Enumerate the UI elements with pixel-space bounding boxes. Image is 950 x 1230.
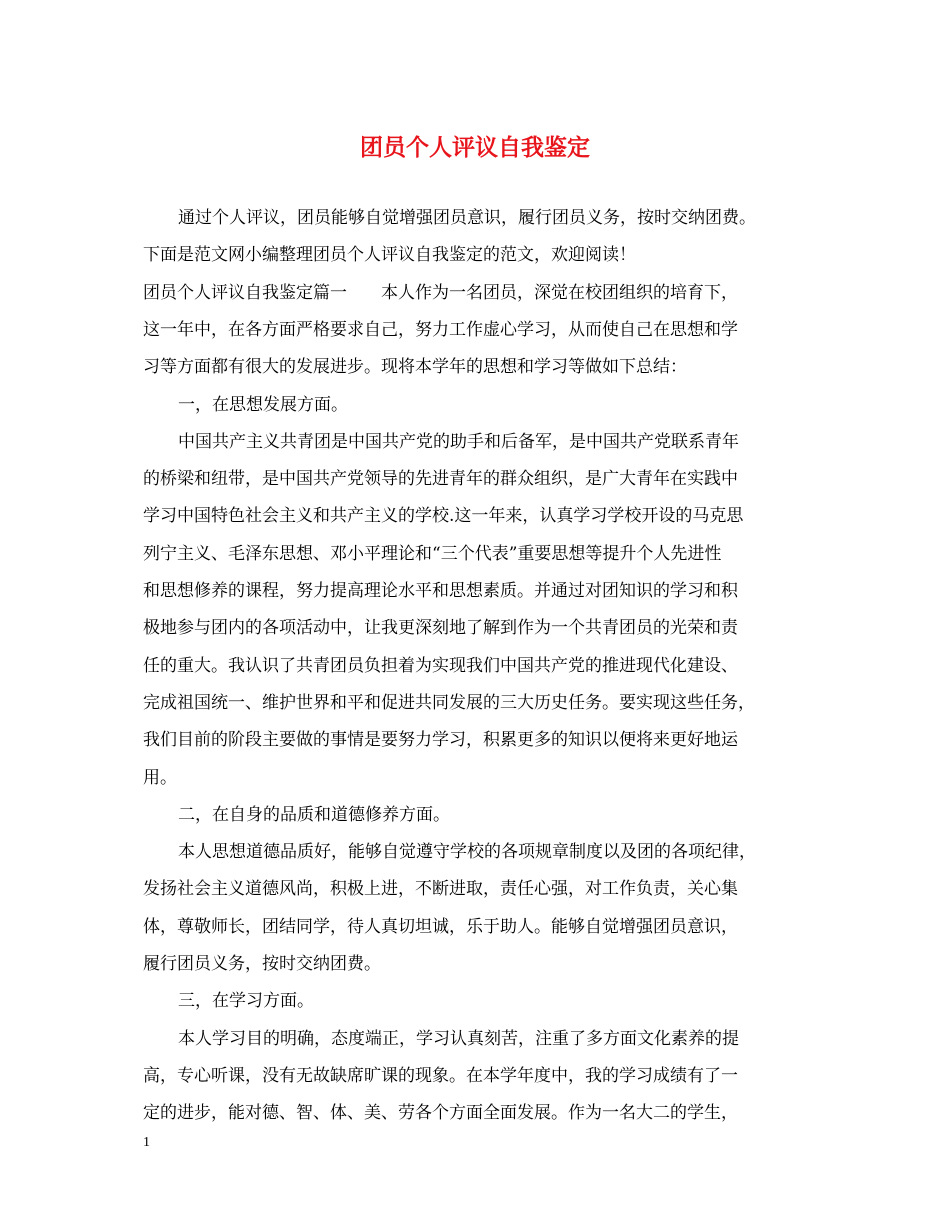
document-title: 团员个人评议自我鉴定 xyxy=(360,134,590,161)
body-line: 任的重大。我认识了共青团员负担着为实现我们中国共产党的推进现代化建设、 xyxy=(143,655,738,676)
body-line: 体，尊敬师长，团结同学，待人真切坦诚，乐于助人。能够自觉增强团员意识， xyxy=(143,916,738,937)
body-line: 这一年中，在各方面严格要求自己，努力工作虚心学习，从而使自己在思想和学 xyxy=(143,319,738,340)
body-line: 本人学习目的明确，态度端正，学习认真刻苦，注重了多方面文化素养的提 xyxy=(178,1028,739,1049)
body-line: 一，在思想发展方面。 xyxy=(178,394,348,415)
body-line: 二，在自身的品质和道德修养方面。 xyxy=(178,804,450,825)
body-line: 发扬社会主义道德风尚，积极上进，不断进取，责任心强，对工作负责，关心集 xyxy=(143,879,738,900)
body-line: 用。 xyxy=(143,767,177,788)
body-line: 下面是范文网小编整理团员个人评议自我鉴定的范文，欢迎阅读！ xyxy=(143,245,636,266)
body-line: 中国共产主义共青团是中国共产党的助手和后备军，是中国共产党联系青年 xyxy=(178,431,739,452)
body-line: 本人思想道德品质好，能够自觉遵守学校的各项规章制度以及团的各项纪律， xyxy=(178,842,756,863)
body-line: 高，专心听课，没有无故缺席旷课的现象。在本学年度中，我的学习成绩有了一 xyxy=(143,1065,738,1086)
body-line: 和思想修养的课程，努力提高理论水平和思想素质。并通过对团知识的学习和积 xyxy=(143,581,738,601)
body-line: 习等方面都有很大的发展进步。现将本学年的思想和学习等做如下总结： xyxy=(143,357,687,378)
body-line: 我们目前的阶段主要做的事情是要努力学习，积累更多的知识以便将来更好地运 xyxy=(143,730,738,751)
body-line: 履行团员义务，按时交纳团费。 xyxy=(143,954,381,974)
body-line: 列宁主义、毛泽东思想、邓小平理论和“三个代表”重要思想等提升个人先进性 xyxy=(143,543,722,564)
body-line: 学习中国特色社会主义和共产主义的学校.这一年来，认真学习学校开设的马克思 xyxy=(143,506,744,527)
body-line: 通过个人评议，团员能够自觉增强团员意识，履行团员义务，按时交纳团费。 xyxy=(178,208,756,228)
body-line: 极地参与团内的各项活动中，让我更深刻地了解到作为一个共青团员的光荣和责 xyxy=(143,618,738,639)
body-line: 完成祖国统一、维护世界和平和促进共同发展的三大历史任务。要实现这些任务， xyxy=(143,692,755,713)
body-line: 定的进步，能对德、智、体、美、劳各个方面全面发展。作为一名大二的学生， xyxy=(143,1103,738,1124)
body-line: 团员个人评议自我鉴定篇一 本人作为一名团员，深觉在校团组织的培育下， xyxy=(143,282,738,303)
body-line: 的桥梁和纽带，是中国共产党领导的先进青年的群众组织，是广大青年在实践中 xyxy=(143,469,738,490)
body-line: 三，在学习方面。 xyxy=(178,991,314,1012)
page-number: 1 xyxy=(143,1135,150,1150)
